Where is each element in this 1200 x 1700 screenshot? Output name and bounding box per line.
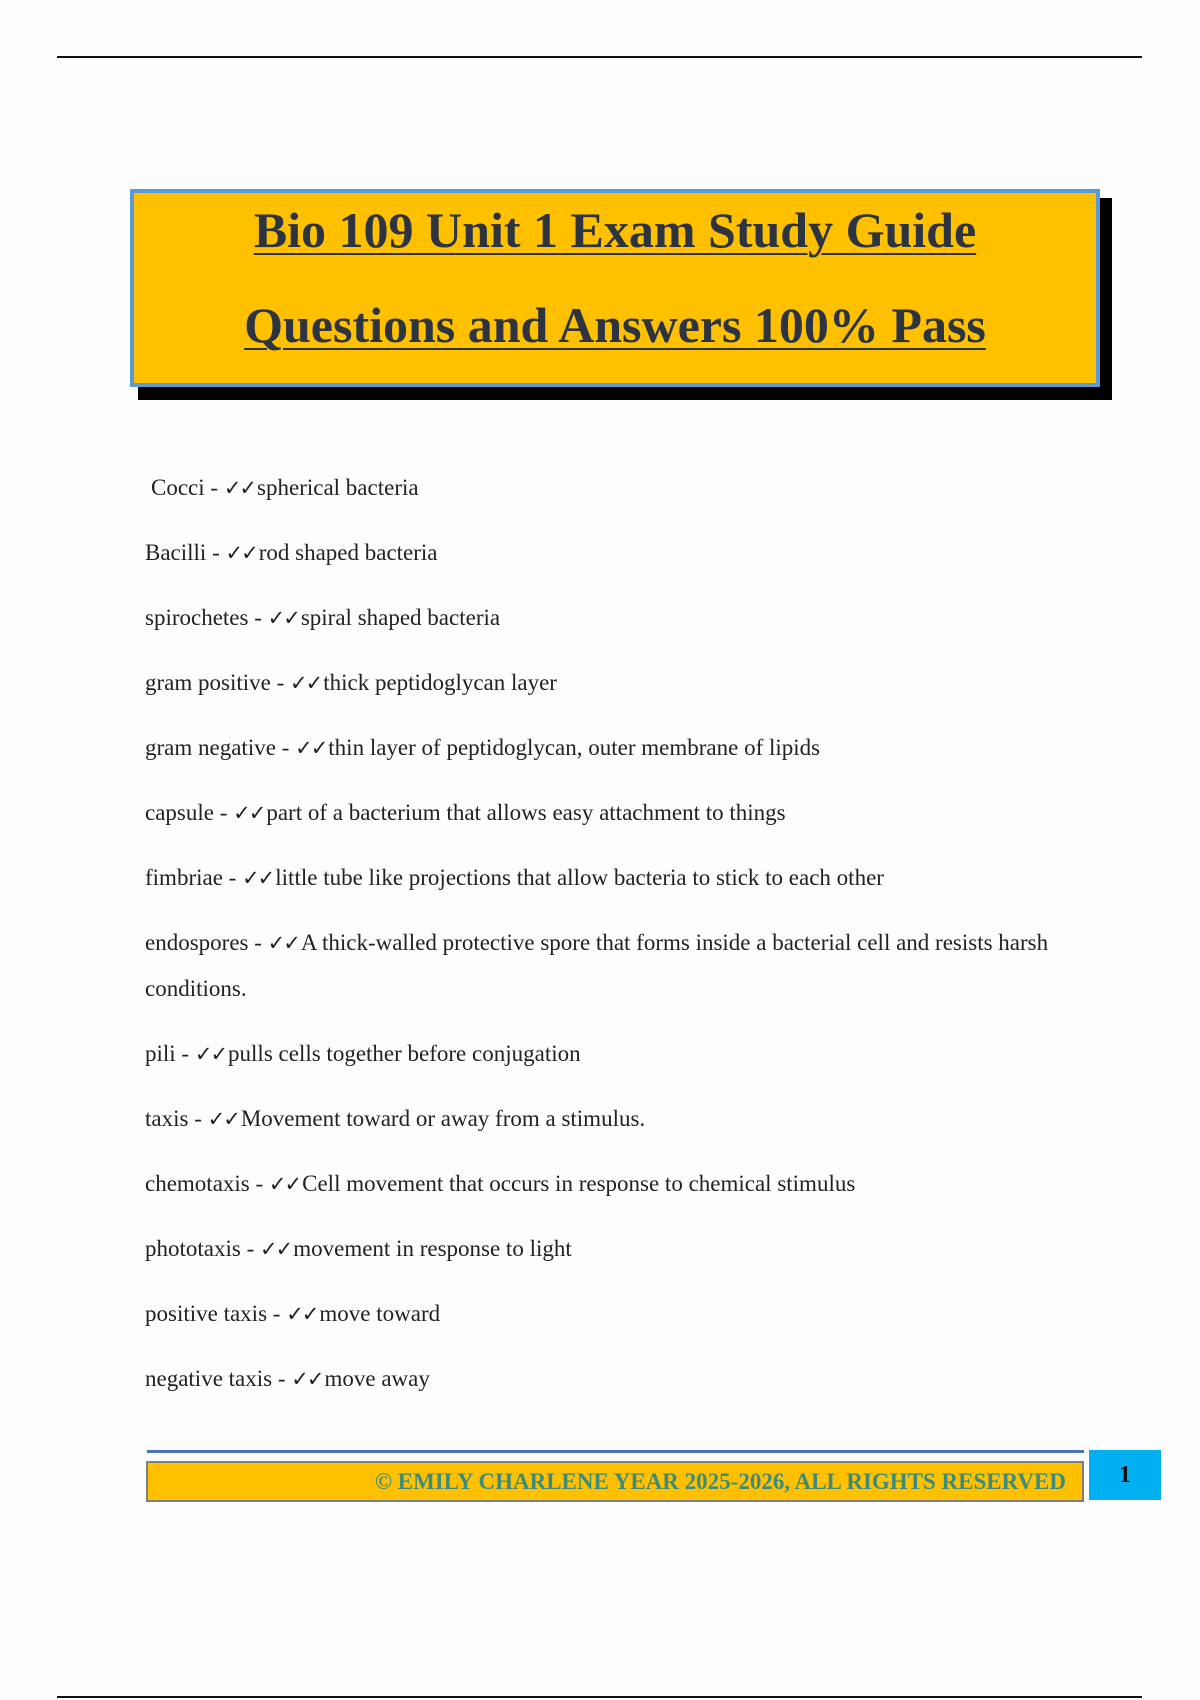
qa-definition: thin layer of peptidoglycan, outer membrane of lipids: [328, 735, 821, 760]
double-check-icon: ✓✓: [268, 1172, 301, 1196]
qa-item: [145, 660, 1080, 706]
page-number: 1: [1119, 1462, 1131, 1488]
qa-separator: -: [248, 930, 268, 955]
qa-item: [145, 530, 1080, 576]
qa-separator: -: [188, 1106, 208, 1131]
qa-item: [145, 1161, 1080, 1207]
qa-term: taxis: [145, 1106, 189, 1131]
qa-item: [145, 1356, 1080, 1402]
qa-definition: rod shaped bacteria: [258, 540, 438, 565]
qa-separator: -: [206, 540, 226, 565]
qa-term: fimbriae: [145, 865, 223, 890]
qa-term: Cocci: [151, 475, 205, 500]
qa-item: [145, 465, 1080, 511]
qa-term: positive taxis: [145, 1301, 268, 1326]
qa-term: chemotaxis: [145, 1171, 250, 1196]
qa-definition: little tube like projections that allow bacteria to stick to each other: [275, 865, 884, 890]
top-rule: [57, 56, 1142, 58]
qa-term: Bacilli: [145, 540, 207, 565]
double-check-icon: ✓✓: [267, 606, 299, 630]
qa-item: [145, 855, 1080, 901]
qa-term: negative taxis: [145, 1366, 273, 1391]
qa-item: [145, 1031, 1080, 1077]
qa-item: [145, 790, 1080, 836]
title-line-2: Questions and Answers 100% Pass: [244, 297, 986, 353]
qa-separator: -: [204, 475, 224, 500]
qa-definition: A thick-walled protective spore that forms inside a bacterial cell and resists harsh conditions.: [145, 930, 1049, 1001]
qa-term: pili: [145, 1041, 176, 1066]
qa-separator: -: [240, 1236, 261, 1261]
qa-term: gram positive: [145, 670, 271, 695]
qa-term: endospores: [145, 930, 249, 955]
qa-definition: spherical bacteria: [257, 475, 419, 500]
qa-definition: movement in response to light: [293, 1236, 572, 1261]
qa-list: [145, 465, 1080, 1421]
double-check-icon: ✓✓: [223, 476, 256, 500]
bottom-rule: [57, 1696, 1142, 1698]
qa-separator: -: [270, 670, 291, 695]
qa-separator: -: [272, 1366, 292, 1391]
qa-separator: -: [213, 800, 234, 825]
qa-item: [145, 725, 1080, 771]
qa-separator: -: [275, 735, 296, 760]
qa-item: [145, 1226, 1080, 1272]
qa-item: [145, 1291, 1080, 1337]
qa-item: [145, 595, 1080, 641]
qa-separator: -: [248, 605, 268, 630]
qa-definition: Movement toward or away from a stimulus.: [240, 1106, 646, 1131]
double-check-icon: ✓✓: [194, 1042, 227, 1066]
qa-definition: thick peptidoglycan layer: [323, 670, 557, 695]
double-check-icon: ✓✓: [260, 1237, 292, 1261]
qa-definition: part of a bacterium that allows easy attachment to things: [266, 800, 786, 825]
double-check-icon: ✓✓: [267, 931, 299, 955]
qa-definition: move away: [324, 1366, 430, 1391]
qa-term: phototaxis: [145, 1236, 241, 1261]
qa-separator: -: [222, 865, 243, 890]
qa-term: gram negative: [145, 735, 276, 760]
qa-definition: pulls cells together before conjugation: [228, 1041, 581, 1066]
double-check-icon: ✓✓: [286, 1302, 318, 1326]
qa-definition: move toward: [319, 1301, 441, 1326]
title-box: [130, 189, 1100, 387]
copyright-text: © EMILY CHARLENE YEAR 2025-2026, ALL RIGHTS RESERVED: [374, 1469, 1066, 1494]
title-line-1: Bio 109 Unit 1 Exam Study Guide: [253, 202, 977, 258]
double-check-icon: ✓✓: [233, 801, 265, 825]
double-check-icon: ✓✓: [225, 541, 257, 565]
double-check-icon: ✓✓: [290, 671, 322, 695]
qa-separator: -: [267, 1301, 287, 1326]
qa-definition: Cell movement that occurs in response to chemical stimulus: [302, 1171, 856, 1196]
qa-term: capsule: [145, 800, 214, 825]
qa-item: [145, 920, 1080, 1012]
double-check-icon: ✓✓: [295, 736, 327, 760]
qa-term: spirochetes: [145, 605, 249, 630]
page-number-box: [1089, 1450, 1161, 1500]
footer-banner: [146, 1461, 1084, 1502]
double-check-icon: ✓✓: [242, 866, 274, 890]
double-check-icon: ✓✓: [291, 1367, 323, 1391]
qa-definition: spiral shaped bacteria: [300, 605, 501, 630]
qa-separator: -: [175, 1041, 195, 1066]
footer-rule: [147, 1450, 1084, 1453]
qa-separator: -: [249, 1171, 269, 1196]
double-check-icon: ✓✓: [207, 1107, 239, 1131]
qa-item: [145, 1096, 1080, 1142]
